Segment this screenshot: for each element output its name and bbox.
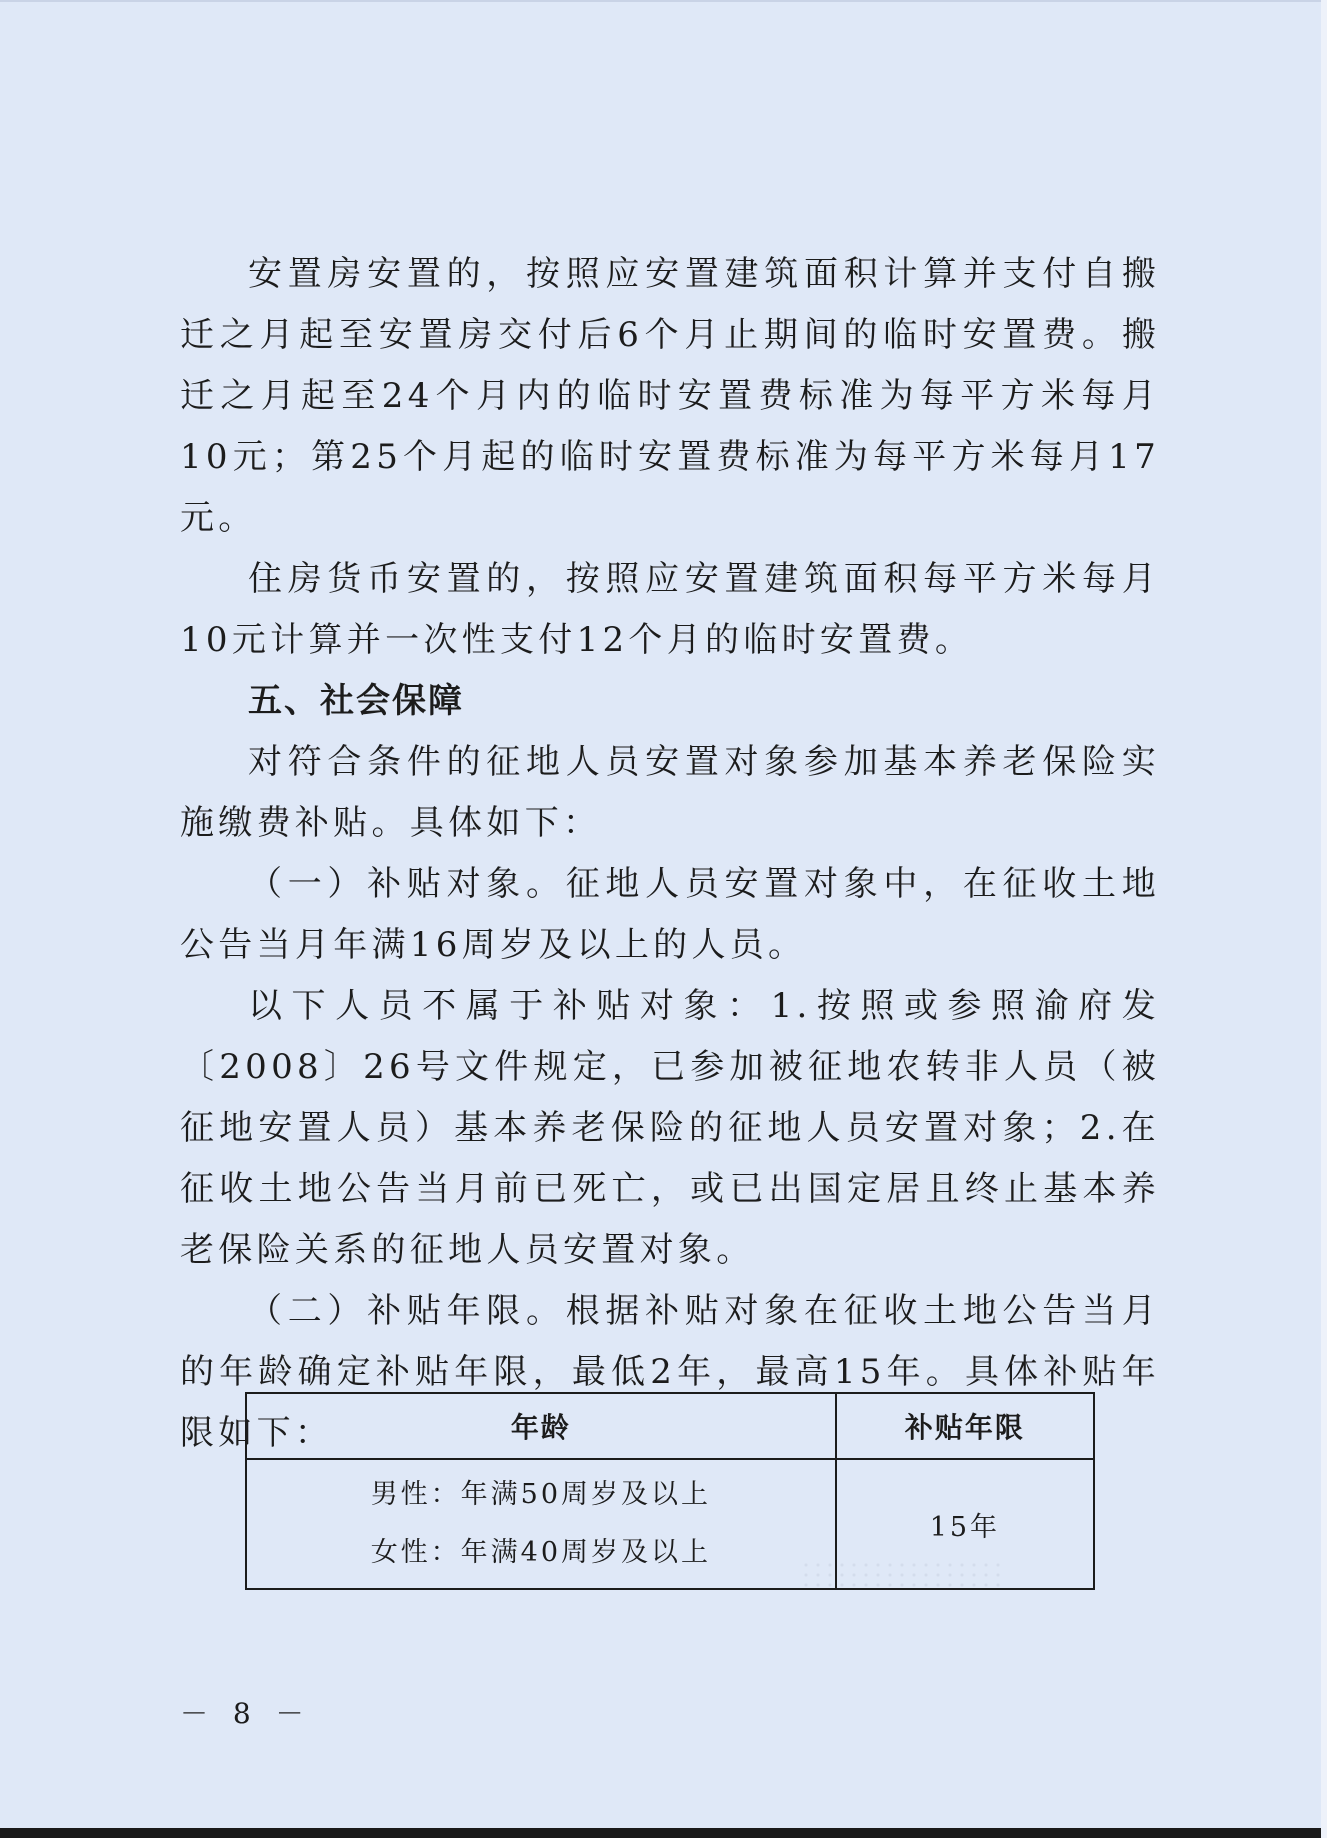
page-number: － 8 － <box>180 1697 312 1730</box>
table-cell-years: 15年 <box>836 1459 1094 1589</box>
page-edge <box>1321 0 1327 1838</box>
paragraph-excluded-persons: 以下人员不属于补贴对象：1.按照或参照渝府发〔2008〕26号文件规定，已参加被征地农转非人员（被征地安置人员）基本养老保险的征地人员安置对象；2.在征收土地公告当月前已死亡，或已出国定居且终止基本养老保险关系的征地人员安置对象。 <box>180 986 1160 1270</box>
table-header-age: 年龄 <box>246 1393 836 1459</box>
table-header-years: 补贴年限 <box>836 1393 1094 1459</box>
section-heading-social-security: 五、社会保障 <box>248 681 464 721</box>
paragraph-subsidy-years: （二）补贴年限。根据补贴对象在征收土地公告当月的年龄确定补贴年限，最低2年，最高15年。具体补贴年限如下： <box>180 1291 1160 1453</box>
age-condition-female: 女性：年满40周岁及以上 <box>370 1537 712 1568</box>
table-cell-age <box>246 1459 836 1589</box>
scan-noise <box>800 1560 1000 1590</box>
paragraph-subsidy-intro: 对符合条件的征地人员安置对象参加基本养老保险实施缴费补贴。具体如下： <box>180 742 1160 843</box>
age-condition-male: 男性：年满50周岁及以上 <box>370 1479 712 1510</box>
table-header-row <box>246 1393 1094 1459</box>
paragraph-resettlement-housing: 安置房安置的，按照应安置建筑面积计算并支付自搬迁之月起至安置房交付后6个月止期间的临时安置费。搬迁之月起至24个月内的临时安置费标准为每平方米每月10元；第25个月起的临时安置费标准为每平方米每月17元。 <box>180 254 1160 538</box>
paragraph-subsidy-target: （一）补贴对象。征地人员安置对象中，在征收土地公告当月年满16周岁及以上的人员。 <box>180 864 1160 965</box>
paragraph-monetary-resettlement: 住房货币安置的，按照应安置建筑面积每平方米每月10元计算并一次性支付12个月的临时安置费。 <box>180 559 1160 660</box>
document-body <box>180 244 1160 1464</box>
